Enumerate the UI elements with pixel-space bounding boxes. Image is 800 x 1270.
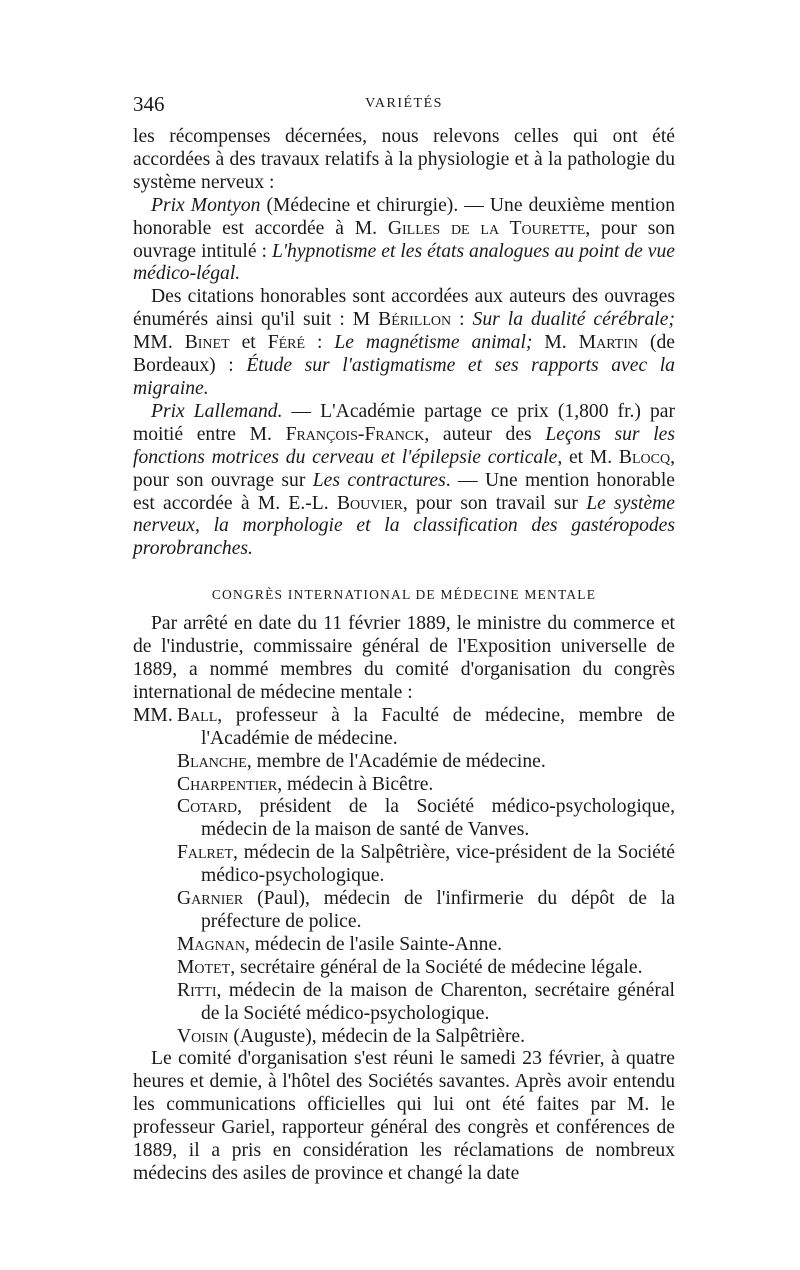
member-list-row [133, 705, 675, 1049]
work-title: L'hypnotisme et les états analogues au point de vue médico-légal. [133, 240, 675, 285]
running-title: VARIÉTÉS [365, 96, 443, 111]
section-heading: CONGRÈS INTERNATIONAL DE MÉDECINE MENTALE [211, 587, 597, 603]
member-name: Charpentier [177, 773, 278, 795]
member-name: Falret [177, 842, 234, 864]
member-description: , médecin de la maison de Charenton, secrétaire général de la Société médico-psychologique. [201, 979, 675, 1024]
member-entry [177, 796, 675, 842]
text-run: , pour son ouvrage intitulé : [133, 217, 675, 262]
member-description: , secrétaire général de la Société de médecine légale. [230, 956, 643, 978]
text-run: et [229, 332, 268, 354]
member-entry [177, 957, 675, 980]
text-run: M. [532, 332, 579, 354]
author-name: Féré [267, 332, 306, 354]
member-entry [177, 705, 675, 751]
member-entry [177, 934, 675, 957]
member-entry [177, 751, 675, 774]
text-run: , pour son travail sur [402, 492, 587, 514]
page-number: 346 [133, 92, 165, 116]
author-name: Bouvier [336, 492, 403, 514]
prize-name: Prix Montyon [151, 194, 261, 216]
paragraph-lallemand [133, 401, 675, 561]
member-description: (Paul), médecin de l'infirmerie du dépôt de la préfecture de police. [201, 888, 675, 932]
member-entry [177, 1026, 675, 1049]
paragraph-montyon [133, 195, 675, 287]
member-name: Cotard [177, 796, 238, 818]
author-name: Bérillon [378, 309, 452, 331]
member-description: , médecin de la Salpêtrière, vice-président de la Société médico-psychologique. [201, 842, 675, 887]
member-description: , membre de l'Académie de médecine. [246, 750, 546, 772]
text-run: , pour son ouvrage sur [133, 446, 675, 491]
paragraph-citations [133, 286, 675, 401]
member-entry [177, 842, 675, 888]
page-body [133, 126, 675, 1186]
author-name: Gilles de la Tourette [387, 217, 586, 239]
paragraph-intro: les récompenses décernées, nous relevons celles qui ont été accordées à des travaux relatifs à la physiologie et à la pathologie du système nerveux : [133, 126, 675, 193]
member-description: (Auguste), médecin de la Salpêtrière. [228, 1025, 525, 1047]
work-title: Le magnétisme animal; [334, 332, 533, 354]
member-name: Garnier [177, 888, 244, 910]
author-name: Blocq [618, 446, 671, 468]
member-name: Voisin [177, 1025, 229, 1047]
author-name: Martin [578, 332, 639, 354]
text-run: MM. [133, 332, 185, 354]
member-name: Blanche [177, 750, 247, 772]
work-title: Le système nerveux, la morphologie et la classification des gastéropodes prorobranches. [133, 492, 675, 560]
member-list [133, 705, 675, 1049]
member-description: , médecin à Bicêtre. [277, 773, 434, 795]
member-name: Magnan [177, 933, 245, 955]
author-name: François-Franck [285, 423, 425, 445]
work-title: Les contractures [312, 469, 446, 491]
text-run: . — Une mention honorable est accordée à M. E.-L. [133, 469, 676, 514]
paragraph-final: Le comité d'organisation s'est réuni le samedi 23 février, à quatre heures et demie, à l'hôtel des Sociétés savantes. Après avoir entendu les communications officielles qui lui ont été faites par M. le professeur Gariel, rapporteur général des congrès et conférences de 1889, il a pris en considération les réclamations de nombreux médecins des asiles de province et changé la date [133, 1048, 675, 1184]
prize-name: Prix Lallemand. [151, 400, 283, 422]
work-title: Étude sur l'astigmatisme et ses rapports avec la migraine. [133, 355, 675, 399]
text-run: , auteur des [424, 423, 546, 445]
paragraph-arrete: Par arrêté en date du 11 février 1889, le ministre du commerce et de l'industrie, commissaire général de l'Exposition universelle de 1889, a nommé membres du comité d'organisation du congrès international de médecine mentale : [133, 613, 675, 703]
author-name: Binet [184, 332, 230, 354]
member-entry [177, 774, 675, 797]
text-run: (Médecine et chirurgie). — Une deuxième mention honorable est accordée à M. [133, 194, 675, 239]
member-name: Motet [177, 956, 231, 978]
text-run: (de Bordeaux) : [133, 332, 675, 377]
member-description: , président de la Société médico-psychologique, médecin de la maison de santé de Vanves. [201, 796, 675, 841]
member-entry [177, 980, 675, 1026]
members-label: MM. [133, 704, 173, 726]
work-title: Leçons sur les fonctions motrices du cerveau et l'épilepsie corticale [133, 423, 675, 468]
member-name: Ritti [177, 979, 217, 1001]
text-run: , et M. [557, 446, 619, 468]
text-run: Des citations honorables sont accordées aux auteurs des ouvrages énumérés ainsi qu'il suit : M [133, 286, 675, 331]
member-description: , médecin de l'asile Sainte-Anne. [244, 933, 503, 955]
member-name: Ball [177, 704, 218, 726]
member-entry [177, 888, 675, 934]
text-run: : [451, 309, 473, 331]
page-header [133, 92, 675, 122]
member-entries [177, 705, 675, 1049]
member-description: , professeur à la Faculté de médecine, membre de l'Académie de médecine. [201, 704, 675, 749]
text-run: : [305, 332, 335, 354]
work-title: Sur la dualité cérébrale; [472, 309, 675, 331]
text-run: — L'Académie partage ce prix (1,800 fr.) par moitié entre M. [133, 400, 675, 445]
